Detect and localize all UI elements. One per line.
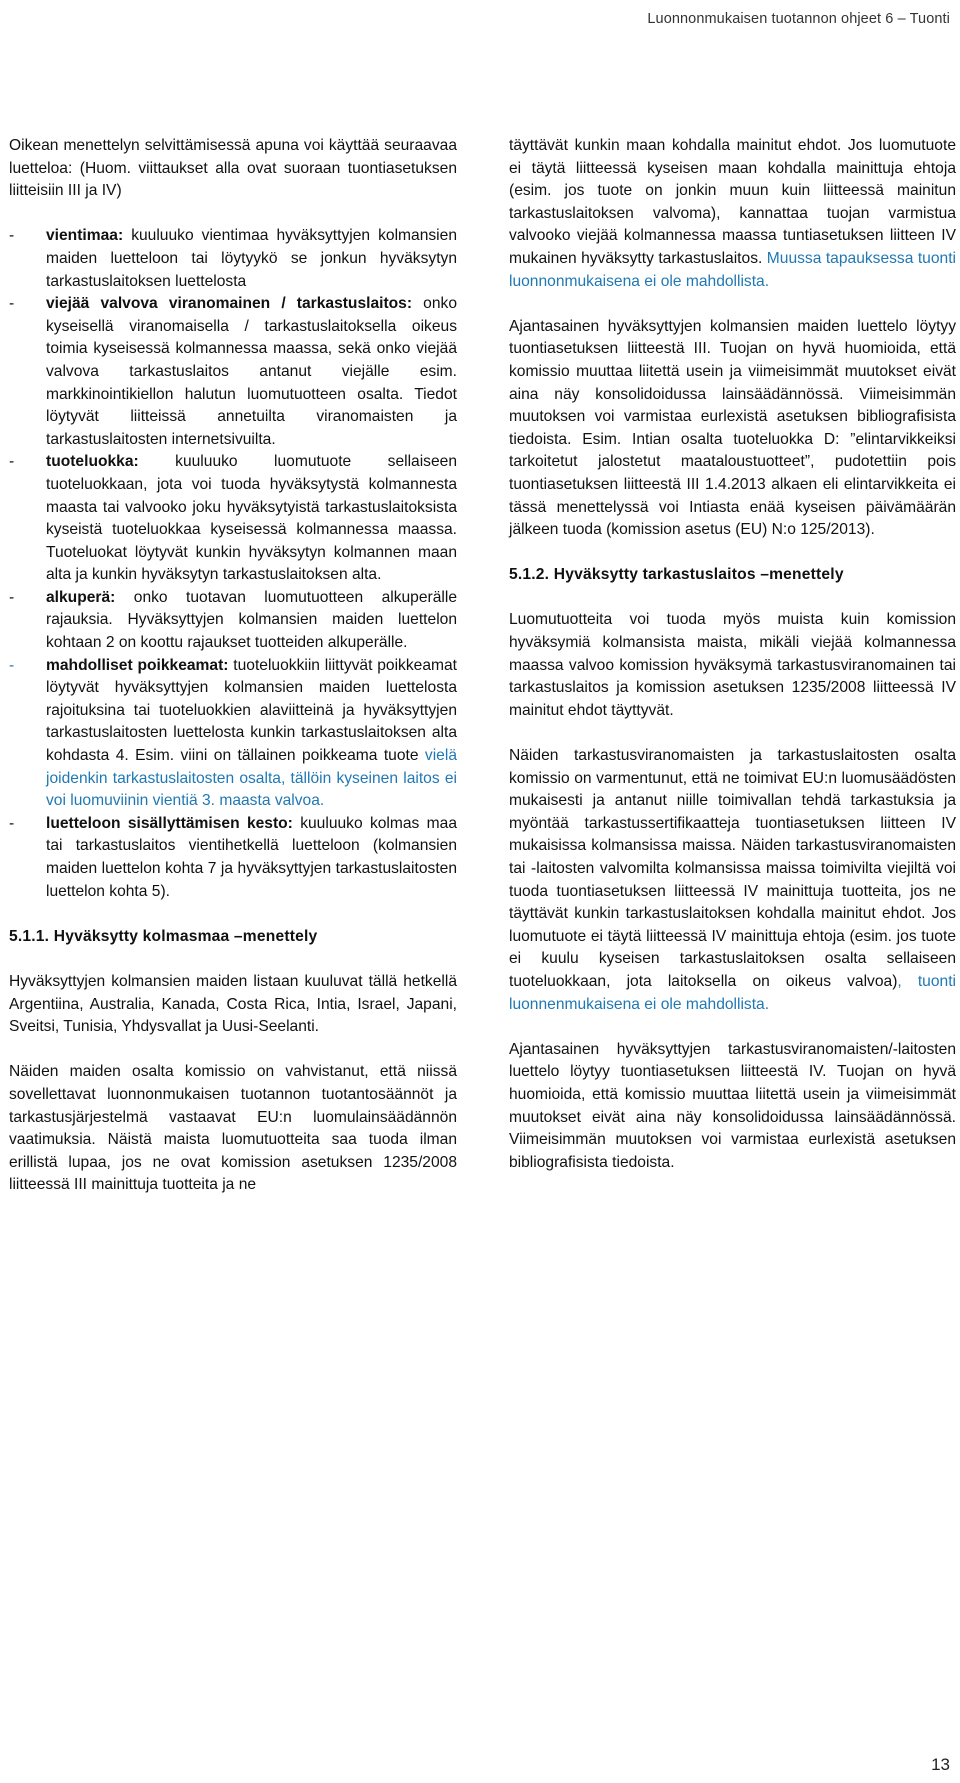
paragraph-other-countries: Luomutuotteita voi tuoda myös muista kuin komission hyväksymiä kolmansista maista, mikäli viejää kolmannessa maassa valvoo komission hyväksymä tarkastusviranomainen tai tarkastuslaitos ja komission asetuksen 1235/2008 liitteessä IV mainitut ehdot täyttyvät. <box>509 611 956 719</box>
paragraph-text: Näiden tarkastusviranomaisten ja tarkastuslaitosten osalta komissio on varmentunut, että ne toimivat EU:n luomusäädösten mukaisesti ja antanut niille toimivallan tehdä tarkastuksia ja myöntää tarkastussertifikaatteja tuontiasetuksen liitteen IV mukaisissa kolmansissa maissa. Näiden tarkastusviranomaisten tai -laitosten valvomilta kolmansissa maissa toimivilta viejiltä voi tuoda tuontiasetuksen liitteessä IV mainittuja tuotteita, jos ne täyttävät kunkin tarkastuslaitoksen kohdalla mainitut ehdot. Jos luomutuote ei täytä liitteessä IV mainittuja ehtoja (esim. jos tuote ei kuulu kyseisen tarkastuslaitoksen osalta sellaiseen tuoteluokkaan, jota laitoksella on oikeus valvoa) <box>509 747 956 990</box>
header-title: Luonnonmukaisen tuotannon ohjeet 6 <box>647 11 894 27</box>
item-term: vientimaa: <box>46 227 124 245</box>
section-heading-tarkastuslaitos: 5.1.2. Hyväksytty tarkastuslaitos –menettely <box>509 566 844 584</box>
item-text: kuuluuko vientimaa hyväksyttyjen kolmansien maiden luetteloon tai löytyykö se jonkun hyväksytyn tarkastuslaitoksen luettelosta <box>46 227 457 290</box>
paragraph-continuation <box>509 135 956 293</box>
list-dash: - <box>9 814 15 832</box>
checklist-item-tuoteluokka <box>9 451 457 587</box>
paragraph-current-list: Ajantasainen hyväksyttyjen tarkastusviranomaisten/-laitosten luettelo löytyy tuontiasetuksen liitteestä IV. Tuojan on hyvä huomioida, että komissio muuttaa liitettä usein ja viimeisimmät muutokset eivät aina näy konsolidoidussa lainsäädännössä. Viimeisimmän muutoksen voi varmistaa eurlexistä asetuksen bibliografisista tiedoista. <box>509 1040 956 1171</box>
item-highlight-text: vielä joidenkin tarkastuslaitosten osalta, tällöin kyseinen laitos ei voi luomuviinin vientiä 3. maasta valvoa. <box>46 747 457 810</box>
item-term: viejää valvova viranomainen / tarkastuslaitos: <box>46 295 413 313</box>
checklist-item-viranomainen <box>9 293 457 451</box>
header-separator: – <box>897 11 906 27</box>
paragraph-countries: Hyväksyttyjen kolmansien maiden listaan kuuluvat tällä hetkellä Argentiina, Australia, Kanada, Costa Rica, Intia, Israel, Japani, Sveitsi, Tunisia, Yhdysvallat ja Uusi-Seelanti. <box>9 972 457 1036</box>
page-header <box>647 8 950 31</box>
list-dash: - <box>9 453 15 471</box>
item-text: onko tuotavan luomutuotteen alkuperälle rajauksia. Hyväksyttyjen kolmansien maiden luettelon kohtaan 2 on koottu rajaukset tuotteiden alkuperälle. <box>46 588 457 652</box>
checklist-item-poikkeamat <box>9 655 457 813</box>
paragraph-authorities <box>509 745 956 1016</box>
paragraph-text: täyttävät kunkin maan kohdalla mainitut ehdot. Jos luomutuote ei täytä liitteessä kyseisen maan kohdalla mainittuja ehtoja (esim. jos tuote on jonkin muun kuin liitteessä mainitun tarkastuslaitoksen valvoma), kannattaa tuojan varmistua valvooko viejää kolmannessa maassa tuntiasetuksen liitteen IV mukainen hyväksytty tarkastuslaitos. <box>509 137 956 267</box>
paragraph-commission: Näiden maiden osalta komissio on vahvistanut, että niissä sovellettavat luonnonmukaisen tuotannon tuotantosäännöt ja tarkastusjärjestelmä vastaavat EU:n luomulainsäädännön vaatimuksia. Näistä maista luomutuotteita saa tuoda ilman erillistä lupaa, jos ne ovat komission asetuksen 1235/2008 liitteessä III mainittuja tuotteita ja ne <box>9 1063 457 1194</box>
right-column <box>509 135 956 1197</box>
header-section: Tuonti <box>909 11 950 27</box>
item-term: mahdolliset poikkeamat: <box>46 656 229 674</box>
checklist <box>9 225 457 903</box>
list-dash: - <box>9 656 15 674</box>
left-column <box>9 135 457 1220</box>
intro-paragraph: Oikean menettelyn selvittämisessä apuna voi käyttää seuraavaa luetteloa: (Huom. viittaukset alla ovat suoraan tuontiasetuksen liitteisiin III ja IV) <box>9 137 457 200</box>
list-dash: - <box>9 227 15 245</box>
item-text: onko kyseisellä viranomaisella / tarkastuslaitoksella oikeus toimia kyseisessä kolmannessa maassa, sekä onko viejää valvova tarkastuslaitos antanut viejälle esim. markkinointikiellon halutun luomutuotteen osalta. Tiedot löytyvät liitteissä annetuilta viranomaisten ja tarkastuslaitosten internetsivuilta. <box>46 295 457 448</box>
list-dash: - <box>9 295 15 313</box>
paragraph-highlight: , tuonti luonnenmukaisena ei ole mahdollista. <box>509 972 956 1013</box>
checklist-item-alkupera <box>9 587 457 655</box>
item-term: alkuperä: <box>46 588 116 606</box>
item-text: kuuluuko luomutuote sellaiseen tuoteluokkaan, jota voi tuoda hyväksytystä kolmannesta maasta tai valvooko joku hyväksytyistä tarkastuslaitoksista kyseistä tuoteluokkaa kyseisessä kolmannessa maassa. Tuoteluokat löytyvät kunkin hyväksytyn kolmannen maan alta ja kunkin hyväksytyn tarkastuslaitoksen alta. <box>46 453 457 584</box>
item-text: tuoteluokkiin liittyvät poikkeamat löytyvät hyväksyttyjen kolmansien maiden luettelosta rajoituksina tai tuoteluokkien alaviitteinä ja hyväksyttyjen tarkastuslaitosten luettelosta kunkin tarkastuslaitoksen alta kohdasta 4. Esim. viini on tällainen poikkeama tuote <box>46 656 457 765</box>
section-heading-kolmasmaa: 5.1.1. Hyväksytty kolmasmaa –menettely <box>9 927 318 945</box>
paragraph-highlight: Muussa tapauksessa tuonti luonnonmukaisena ei ole mahdollista. <box>509 249 956 290</box>
item-text: kuuluuko kolmas maa tai tarkastuslaitos vientihetkellä luetteloon (kolmansien maiden luettelon kohta 7 ja hyväksyttyjen tarkastuslaitosten luettelon kohta 5). <box>46 814 457 900</box>
paragraph-list-location: Ajantasainen hyväksyttyjen kolmansien maiden luettelo löytyy tuontiasetuksen liitteestä III. Tuojan on hyvä huomioida, että komissio muuttaa liitettä usein ja viimeisimmät muutokset eivät aina näy konsolidoidussa lainsäädännössä. Viimeisimmän muutoksen voi varmistaa eurlexistä asetuksen bibliografisista tiedoista. Esim. Intian osalta tuoteluokka D: ”elintarvikkeiksi tarkoitetut jalostetut maataloustuotteet”, pudotettiin pois tuontiasetuksen liitteestä III 1.4.2013 alkaen eli elintarvikkeita ei tässä menettelyssä voi Intiasta enää kyseisen päivämäärän jälkeen tuoda (komission asetus (EU) N:o 125/2013). <box>509 317 956 539</box>
page-number: 13 <box>931 1755 950 1775</box>
checklist-item-kesto <box>9 813 457 903</box>
list-dash: - <box>9 588 15 606</box>
checklist-item-vientimaa <box>9 225 457 293</box>
item-term: tuoteluokka: <box>46 453 139 471</box>
item-term: luetteloon sisällyttämisen kesto: <box>46 814 293 832</box>
